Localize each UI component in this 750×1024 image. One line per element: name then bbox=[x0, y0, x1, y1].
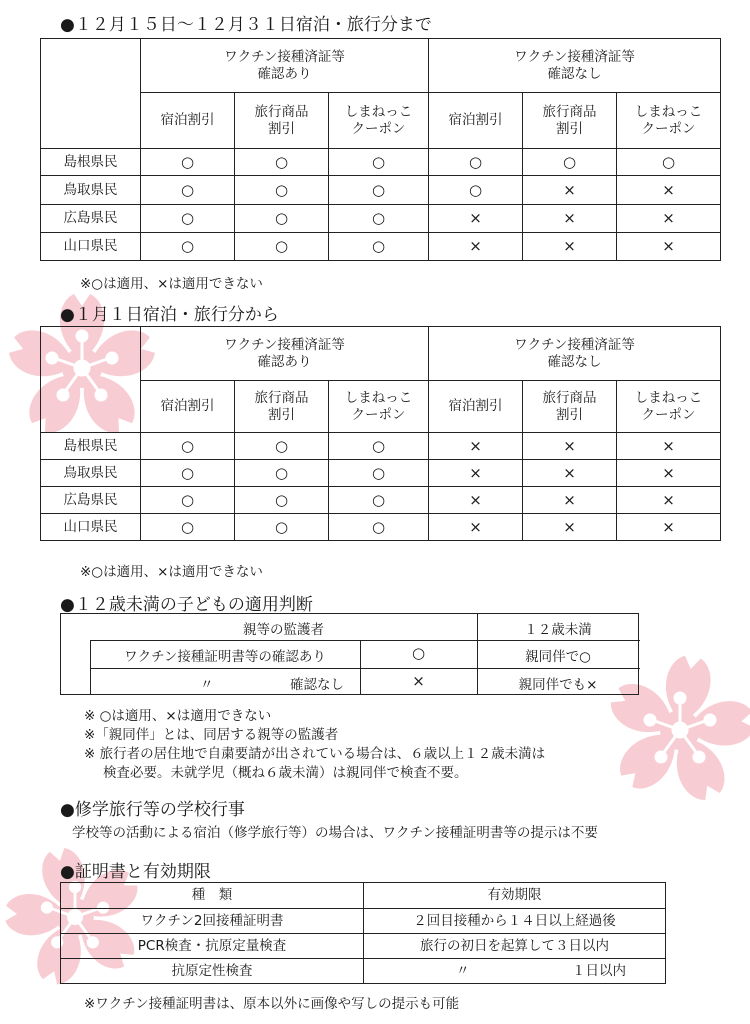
section2-note: ※○は適用、×は適用できない bbox=[80, 564, 263, 580]
row-label: 山口県民 bbox=[41, 514, 141, 541]
cert-validity: 旅行の初日を起算して３日以内 bbox=[364, 934, 666, 959]
sub-header: 宿泊割引 bbox=[429, 381, 523, 433]
cell-mark: ○ bbox=[329, 149, 429, 176]
table-row bbox=[41, 176, 721, 205]
cell-mark: ○ bbox=[329, 514, 429, 541]
cell-mark: ○ bbox=[235, 460, 329, 487]
sub-header: しまねっこ クーポン bbox=[617, 93, 721, 149]
cell-mark: × bbox=[617, 233, 721, 261]
cell-mark: × bbox=[617, 460, 721, 487]
cell-mark: ○ bbox=[429, 149, 523, 176]
corner-cell bbox=[41, 327, 141, 433]
cell-mark: ○ bbox=[235, 514, 329, 541]
row-label: 鳥取県民 bbox=[41, 176, 141, 205]
cell-mark: × bbox=[429, 205, 523, 233]
section1-title: ●１２月１５日～１２月３１日宿泊・旅行分まで bbox=[60, 15, 432, 35]
table-row bbox=[41, 487, 721, 514]
guardian-header: 親等の監護者 bbox=[243, 622, 324, 638]
cell-mark: × bbox=[617, 205, 721, 233]
header-type: 種 類 bbox=[61, 883, 364, 909]
confirmed-label: ワクチン接種証明書等の確認あり bbox=[124, 649, 326, 665]
cell-mark: ○ bbox=[141, 205, 235, 233]
cell-mark: ○ bbox=[141, 433, 235, 460]
cell-mark: × bbox=[523, 205, 617, 233]
unconfirmed-result: 親同伴でも× bbox=[518, 677, 598, 693]
cell-mark: × bbox=[617, 487, 721, 514]
sub-header: 宿泊割引 bbox=[141, 93, 235, 149]
cell-mark: ○ bbox=[329, 487, 429, 514]
cell-mark: ○ bbox=[235, 487, 329, 514]
sub-header: しまねっこ クーポン bbox=[329, 93, 429, 149]
child-note: 検査必要。未就学児（概ね６歳未満）は親同伴で検査不要。 bbox=[103, 765, 468, 781]
sub-header: 旅行商品 割引 bbox=[523, 381, 617, 433]
group-header-confirmed: ワクチン接種済証等 確認あり bbox=[141, 39, 429, 93]
cell-mark: ○ bbox=[141, 149, 235, 176]
certificate-note: ※ワクチン接種証明書は、原本以外に画像や写しの提示も可能 bbox=[84, 996, 460, 1012]
sub-header: 旅行商品 割引 bbox=[235, 93, 329, 149]
section4-title: ●修学旅行等の学校行事 bbox=[60, 800, 245, 820]
row-label: 島根県民 bbox=[41, 149, 141, 176]
cell-mark: ○ bbox=[235, 149, 329, 176]
group-header-unconfirmed: ワクチン接種済証等 確認なし bbox=[429, 39, 721, 93]
cell-mark: × bbox=[429, 460, 523, 487]
cell-mark: × bbox=[617, 433, 721, 460]
row-label: 山口県民 bbox=[41, 233, 141, 261]
corner-cell bbox=[41, 39, 141, 149]
cell-mark: × bbox=[523, 487, 617, 514]
table-row bbox=[41, 149, 721, 176]
cell-mark: ○ bbox=[329, 433, 429, 460]
child-note: ※ ○は適用、×は適用できない bbox=[84, 708, 272, 724]
cell-mark: × bbox=[617, 514, 721, 541]
cell-mark: ○ bbox=[235, 233, 329, 261]
cell-mark: ○ bbox=[329, 205, 429, 233]
cert-validity-cell bbox=[364, 959, 666, 984]
table-row bbox=[61, 934, 666, 959]
cell-mark: ○ bbox=[329, 233, 429, 261]
row-label: 広島県民 bbox=[41, 487, 141, 514]
sub-header: 宿泊割引 bbox=[429, 93, 523, 149]
cell-mark: × bbox=[617, 176, 721, 205]
section2-title: ●１月１日宿泊・旅行分から bbox=[60, 305, 279, 325]
section3-title: ●１２歳未満の子どもの適用判断 bbox=[60, 595, 313, 615]
sub-header: 旅行商品 割引 bbox=[235, 381, 329, 433]
sub-header: 旅行商品 割引 bbox=[523, 93, 617, 149]
section1-table bbox=[40, 38, 721, 261]
table-row bbox=[41, 233, 721, 261]
cell-mark: ○ bbox=[235, 205, 329, 233]
table-row bbox=[41, 514, 721, 541]
sub-header: 宿泊割引 bbox=[141, 381, 235, 433]
cell-mark: × bbox=[429, 233, 523, 261]
cell-mark: ○ bbox=[523, 149, 617, 176]
cell-mark: × bbox=[429, 487, 523, 514]
table-row bbox=[61, 959, 666, 984]
header-validity: 有効期限 bbox=[364, 883, 666, 909]
section2-table bbox=[40, 326, 721, 541]
cell-mark: × bbox=[429, 433, 523, 460]
cell-mark: × bbox=[523, 433, 617, 460]
cert-type: 抗原定性検査 bbox=[61, 959, 364, 984]
certificate-table bbox=[60, 882, 666, 984]
table-row bbox=[41, 433, 721, 460]
confirmed-result: 親同伴で○ bbox=[525, 649, 591, 665]
cell-mark: ○ bbox=[141, 176, 235, 205]
ditto-mark: 〃 bbox=[200, 677, 214, 693]
sub-header: しまねっこ クーポン bbox=[329, 381, 429, 433]
school-trip-text: 学校等の活動による宿泊（修学旅行等）の場合は、ワクチン接種証明書等の提示は不要 bbox=[72, 825, 598, 841]
child-note: ※ 旅行者の居住地で自粛要請が出されている場合は、６歳以上１２歳未満は bbox=[84, 746, 546, 762]
unconfirmed-label: 確認なし bbox=[290, 677, 344, 693]
group-header-confirmed: ワクチン接種済証等 確認あり bbox=[141, 327, 429, 381]
cell-mark: ○ bbox=[329, 176, 429, 205]
child-table bbox=[60, 613, 640, 696]
cell-mark: × bbox=[429, 514, 523, 541]
cell-mark: × bbox=[523, 460, 617, 487]
table-row bbox=[41, 205, 721, 233]
cert-validity: ２回目接種から１４日以上経過後 bbox=[364, 909, 666, 934]
unconfirmed-mark: × bbox=[412, 672, 425, 690]
row-label: 広島県民 bbox=[41, 205, 141, 233]
cell-mark: ○ bbox=[141, 514, 235, 541]
row-label: 鳥取県民 bbox=[41, 460, 141, 487]
table-row bbox=[61, 909, 666, 934]
cell-mark: × bbox=[523, 233, 617, 261]
table-row bbox=[41, 460, 721, 487]
cell-mark: ○ bbox=[141, 487, 235, 514]
cert-type: PCR検査・抗原定量検査 bbox=[61, 934, 364, 959]
child-note: ※「親同伴」とは、同居する親等の監護者 bbox=[84, 727, 339, 743]
sub-header: しまねっこ クーポン bbox=[617, 381, 721, 433]
cell-mark: × bbox=[523, 176, 617, 205]
section1-note: ※○は適用、×は適用できない bbox=[80, 276, 263, 292]
cell-mark: ○ bbox=[329, 460, 429, 487]
cell-mark: ○ bbox=[141, 460, 235, 487]
cell-mark: ○ bbox=[235, 433, 329, 460]
cell-mark: ○ bbox=[617, 149, 721, 176]
row-label: 島根県民 bbox=[41, 433, 141, 460]
cert-validity: １日以内 bbox=[572, 963, 626, 979]
group-header-unconfirmed: ワクチン接種済証等 確認なし bbox=[429, 327, 721, 381]
confirmed-mark: ○ bbox=[411, 644, 426, 662]
cell-mark: × bbox=[523, 514, 617, 541]
cert-type: ワクチン2回接種証明書 bbox=[61, 909, 364, 934]
cell-mark: ○ bbox=[141, 233, 235, 261]
cell-mark: ○ bbox=[235, 176, 329, 205]
cell-mark: ○ bbox=[429, 176, 523, 205]
under12-header: １２歳未満 bbox=[524, 622, 592, 638]
section5-title: ●証明書と有効期限 bbox=[60, 862, 211, 882]
ditto-mark: 〃 bbox=[456, 963, 470, 979]
